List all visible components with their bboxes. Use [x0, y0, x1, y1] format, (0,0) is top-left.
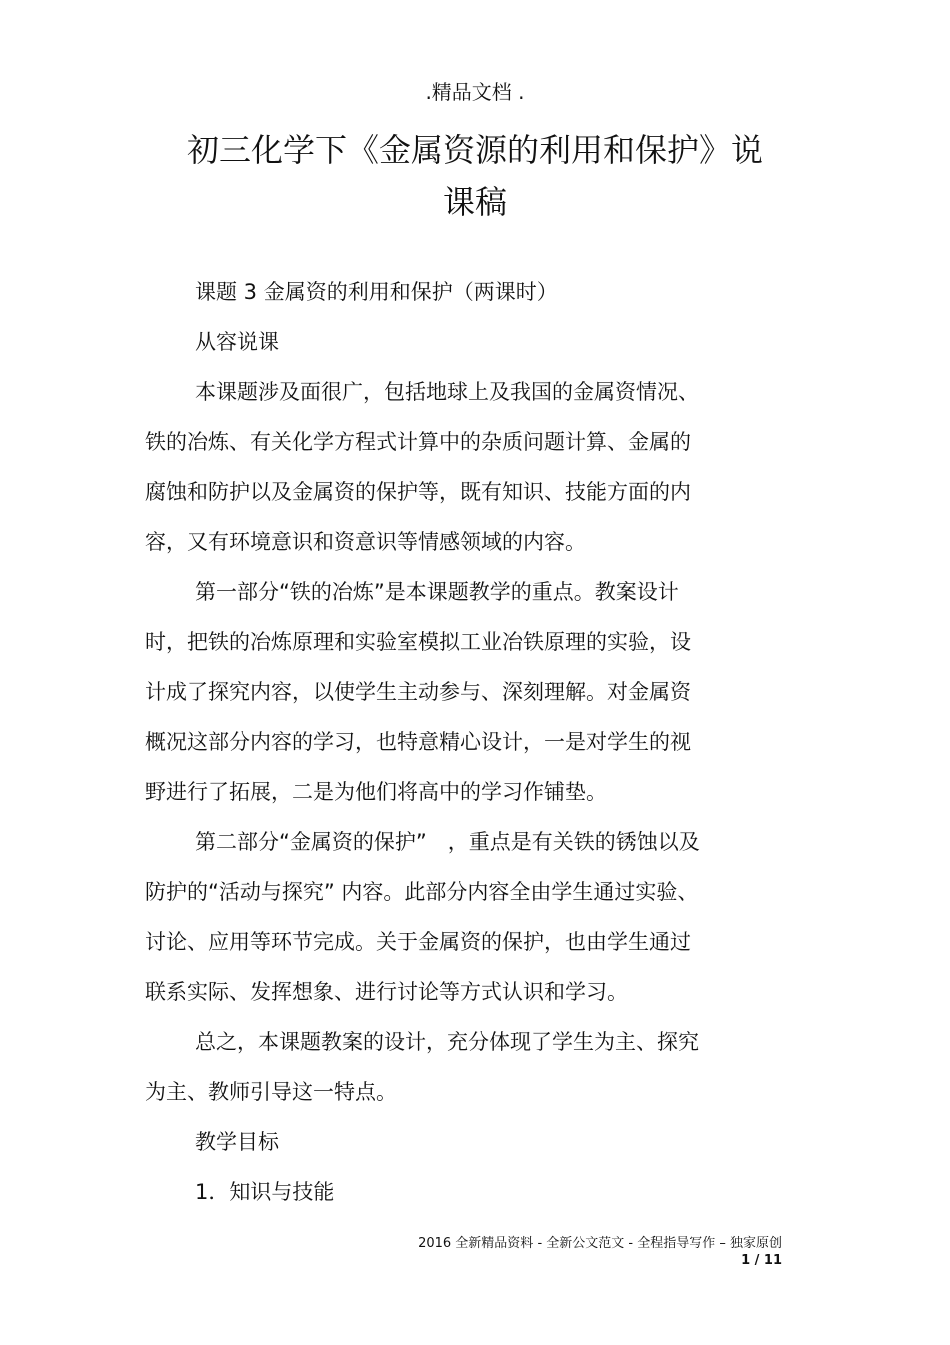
- paragraph-line: 概况这部分内容的学习，也特意精心设计，一是对学生的视: [145, 730, 691, 754]
- paragraph-line: 联系实际、发挥想象、进行讨论等方式认识和学习。: [145, 980, 628, 1004]
- paragraph-line: 本课题涉及面很广，包括地球上及我国的金属资情况、: [195, 380, 699, 404]
- paragraph-line: 腐蚀和防护以及金属资的保护等，既有知识、技能方面的内: [145, 480, 691, 504]
- page-footer: [418, 1235, 782, 1269]
- document-title: [0, 124, 950, 228]
- paragraph-line: 铁的冶炼、有关化学方程式计算中的杂质问题计算、金属的: [145, 430, 691, 454]
- section-heading: 教学目标: [195, 1130, 279, 1154]
- title-line-2: 课稿: [442, 183, 507, 221]
- title-line-1: 初三化学下《金属资源的利用和保护》说: [186, 131, 763, 169]
- paragraph-line: 第二部分“金属资的保护” ，重点是有关铁的锈蚀以及: [195, 830, 700, 854]
- paragraph-line: 时，把铁的冶炼原理和实验室模拟工业冶铁原理的实验，设: [145, 630, 691, 654]
- paragraph-line: 容，又有环境意识和资意识等情感领域的内容。: [145, 530, 586, 554]
- page-header: .精品文档 .: [425, 80, 525, 104]
- paragraph-line: 防护的“活动与探究” 内容。此部分内容全由学生通过实验、: [145, 880, 699, 904]
- paragraph-line: 第一部分“铁的冶炼”是本课题教学的重点。教案设计: [195, 580, 679, 604]
- list-item: 1．知识与技能: [195, 1180, 335, 1204]
- footer-text: 2016 全新精品资料 - 全新公文范文 - 全程指导写作 – 独家原创: [418, 1236, 782, 1251]
- paragraph-line: 总之，本课题教案的设计，充分体现了学生为主、探究: [195, 1030, 699, 1054]
- paragraph-line: 讨论、应用等环节完成。关于金属资的保护，也由学生通过: [145, 930, 691, 954]
- section-heading: 从容说课: [195, 330, 279, 354]
- page-number: 1 / 11: [741, 1253, 782, 1268]
- body-text: [145, 272, 785, 1222]
- paragraph-line: 计成了探究内容，以使学生主动参与、深刻理解。对金属资: [145, 680, 691, 704]
- paragraph-line: 野进行了拓展，二是为他们将高中的学习作铺垫。: [145, 780, 607, 804]
- lesson-heading: 课题 3 金属资的利用和保护（两课时）: [195, 280, 558, 304]
- paragraph-line: 为主、教师引导这一特点。: [145, 1080, 397, 1104]
